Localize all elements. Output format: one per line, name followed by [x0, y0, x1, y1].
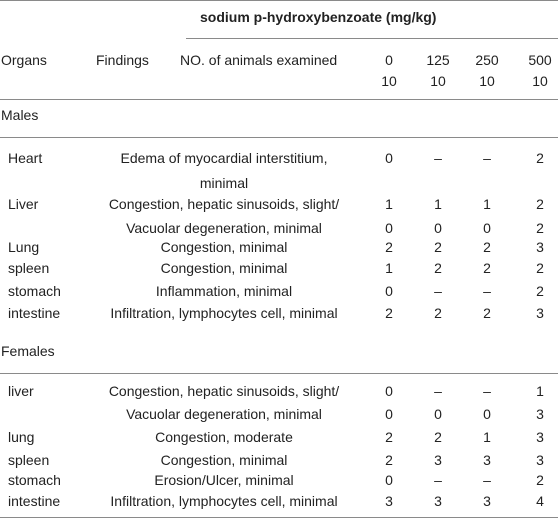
row-value-3: 2	[536, 472, 544, 488]
row-value-3: 3	[536, 406, 544, 422]
row-value-2: 1	[483, 196, 491, 212]
row-value-1: 3	[434, 493, 442, 509]
row-value-1: 3	[434, 452, 442, 468]
row-finding: Congestion, minimal	[160, 452, 288, 468]
row-value-1: –	[434, 472, 442, 488]
dose-1: 125	[426, 52, 450, 68]
row-finding: Congestion, hepatic sinusoids, slight/	[108, 196, 340, 212]
count-2: 10	[479, 73, 495, 89]
row-value-3: 4	[536, 493, 544, 509]
row-value-2: –	[483, 150, 491, 166]
row-organ: intestine	[8, 493, 61, 509]
row-value-0: 0	[385, 220, 393, 236]
section-rule	[0, 373, 558, 374]
header-organs: Organs	[1, 52, 47, 68]
row-value-3: 2	[536, 283, 544, 299]
header-rule	[0, 99, 558, 100]
row-value-0: 0	[385, 283, 393, 299]
row-organ: liver	[8, 383, 34, 399]
row-value-2: 2	[483, 239, 491, 255]
row-value-2: 2	[483, 260, 491, 276]
row-value-3: 3	[536, 305, 544, 321]
header-findings: Findings	[96, 52, 149, 68]
row-value-3: 2	[536, 220, 544, 236]
row-finding: Vacuolar degeneration, minimal	[126, 406, 322, 422]
row-value-0: 0	[385, 406, 393, 422]
row-value-3: 2	[536, 196, 544, 212]
row-value-1: 1	[434, 196, 442, 212]
top-rule	[0, 0, 558, 1]
row-value-1: 2	[434, 260, 442, 276]
row-value-0: 2	[385, 429, 393, 445]
header-animals: NO. of animals examined	[180, 52, 338, 68]
row-finding: Congestion, minimal	[160, 260, 288, 276]
row-value-1: 0	[434, 406, 442, 422]
row-value-1: –	[434, 150, 442, 166]
row-organ: Heart	[8, 150, 43, 166]
row-organ: Lung	[8, 239, 40, 255]
row-value-0: 2	[385, 239, 393, 255]
row-value-0: 2	[385, 305, 393, 321]
count-3: 10	[532, 73, 548, 89]
row-value-3: 3	[536, 239, 544, 255]
row-value-1: 2	[434, 429, 442, 445]
row-organ: stomach	[8, 283, 61, 299]
row-organ: lung	[8, 429, 35, 445]
row-organ: spleen	[8, 260, 50, 276]
row-value-0: 3	[385, 493, 393, 509]
row-value-2: –	[483, 383, 491, 399]
row-organ: stomach	[8, 472, 61, 488]
row-finding: Infiltration, lymphocytes cell, minimal	[110, 305, 338, 321]
dose-3: 500	[528, 52, 552, 68]
row-organ: Liver	[8, 196, 39, 212]
row-organ: spleen	[8, 452, 50, 468]
row-value-2: 3	[483, 452, 491, 468]
row-value-2: 2	[483, 305, 491, 321]
table-title: sodium p-hydroxybenzoate (mg/kg)	[200, 9, 437, 25]
row-value-1: –	[434, 383, 442, 399]
section-label: Males	[1, 107, 39, 123]
row-finding: minimal	[199, 175, 249, 191]
row-value-3: 1	[536, 383, 544, 399]
row-value-2: 3	[483, 493, 491, 509]
row-value-3: 2	[536, 260, 544, 276]
title-rule	[186, 38, 558, 39]
row-finding: Infiltration, lymphocytes cell, minimal	[110, 493, 338, 509]
count-1: 10	[430, 73, 446, 89]
section-rule	[0, 137, 558, 138]
row-value-1: 0	[434, 220, 442, 236]
row-finding: Congestion, minimal	[160, 239, 288, 255]
row-value-0: 1	[385, 260, 393, 276]
count-0: 10	[381, 73, 397, 89]
row-finding: Edema of myocardial interstitium,	[120, 150, 328, 166]
row-value-0: 1	[385, 196, 393, 212]
row-value-0: 0	[385, 383, 393, 399]
row-finding: Congestion, hepatic sinusoids, slight/	[108, 383, 340, 399]
row-value-1: 2	[434, 305, 442, 321]
row-finding: Congestion, moderate	[155, 429, 293, 445]
row-finding: Erosion/Ulcer, minimal	[154, 472, 294, 488]
row-value-3: 2	[536, 150, 544, 166]
row-finding: Vacuolar degeneration, minimal	[126, 220, 322, 236]
row-value-1: –	[434, 283, 442, 299]
row-value-0: 0	[385, 472, 393, 488]
row-value-0: 2	[385, 452, 393, 468]
row-finding: Inflammation, minimal	[155, 283, 293, 299]
row-organ: intestine	[8, 305, 61, 321]
row-value-2: 0	[483, 406, 491, 422]
section-label: Females	[1, 343, 55, 359]
row-value-2: 0	[483, 220, 491, 236]
dose-0: 0	[385, 52, 393, 68]
row-value-3: 3	[536, 429, 544, 445]
row-value-3: 3	[536, 452, 544, 468]
row-value-0: 0	[385, 150, 393, 166]
dose-2: 250	[475, 52, 499, 68]
row-value-1: 2	[434, 239, 442, 255]
row-value-2: 1	[483, 429, 491, 445]
row-value-2: –	[483, 472, 491, 488]
row-value-2: –	[483, 283, 491, 299]
